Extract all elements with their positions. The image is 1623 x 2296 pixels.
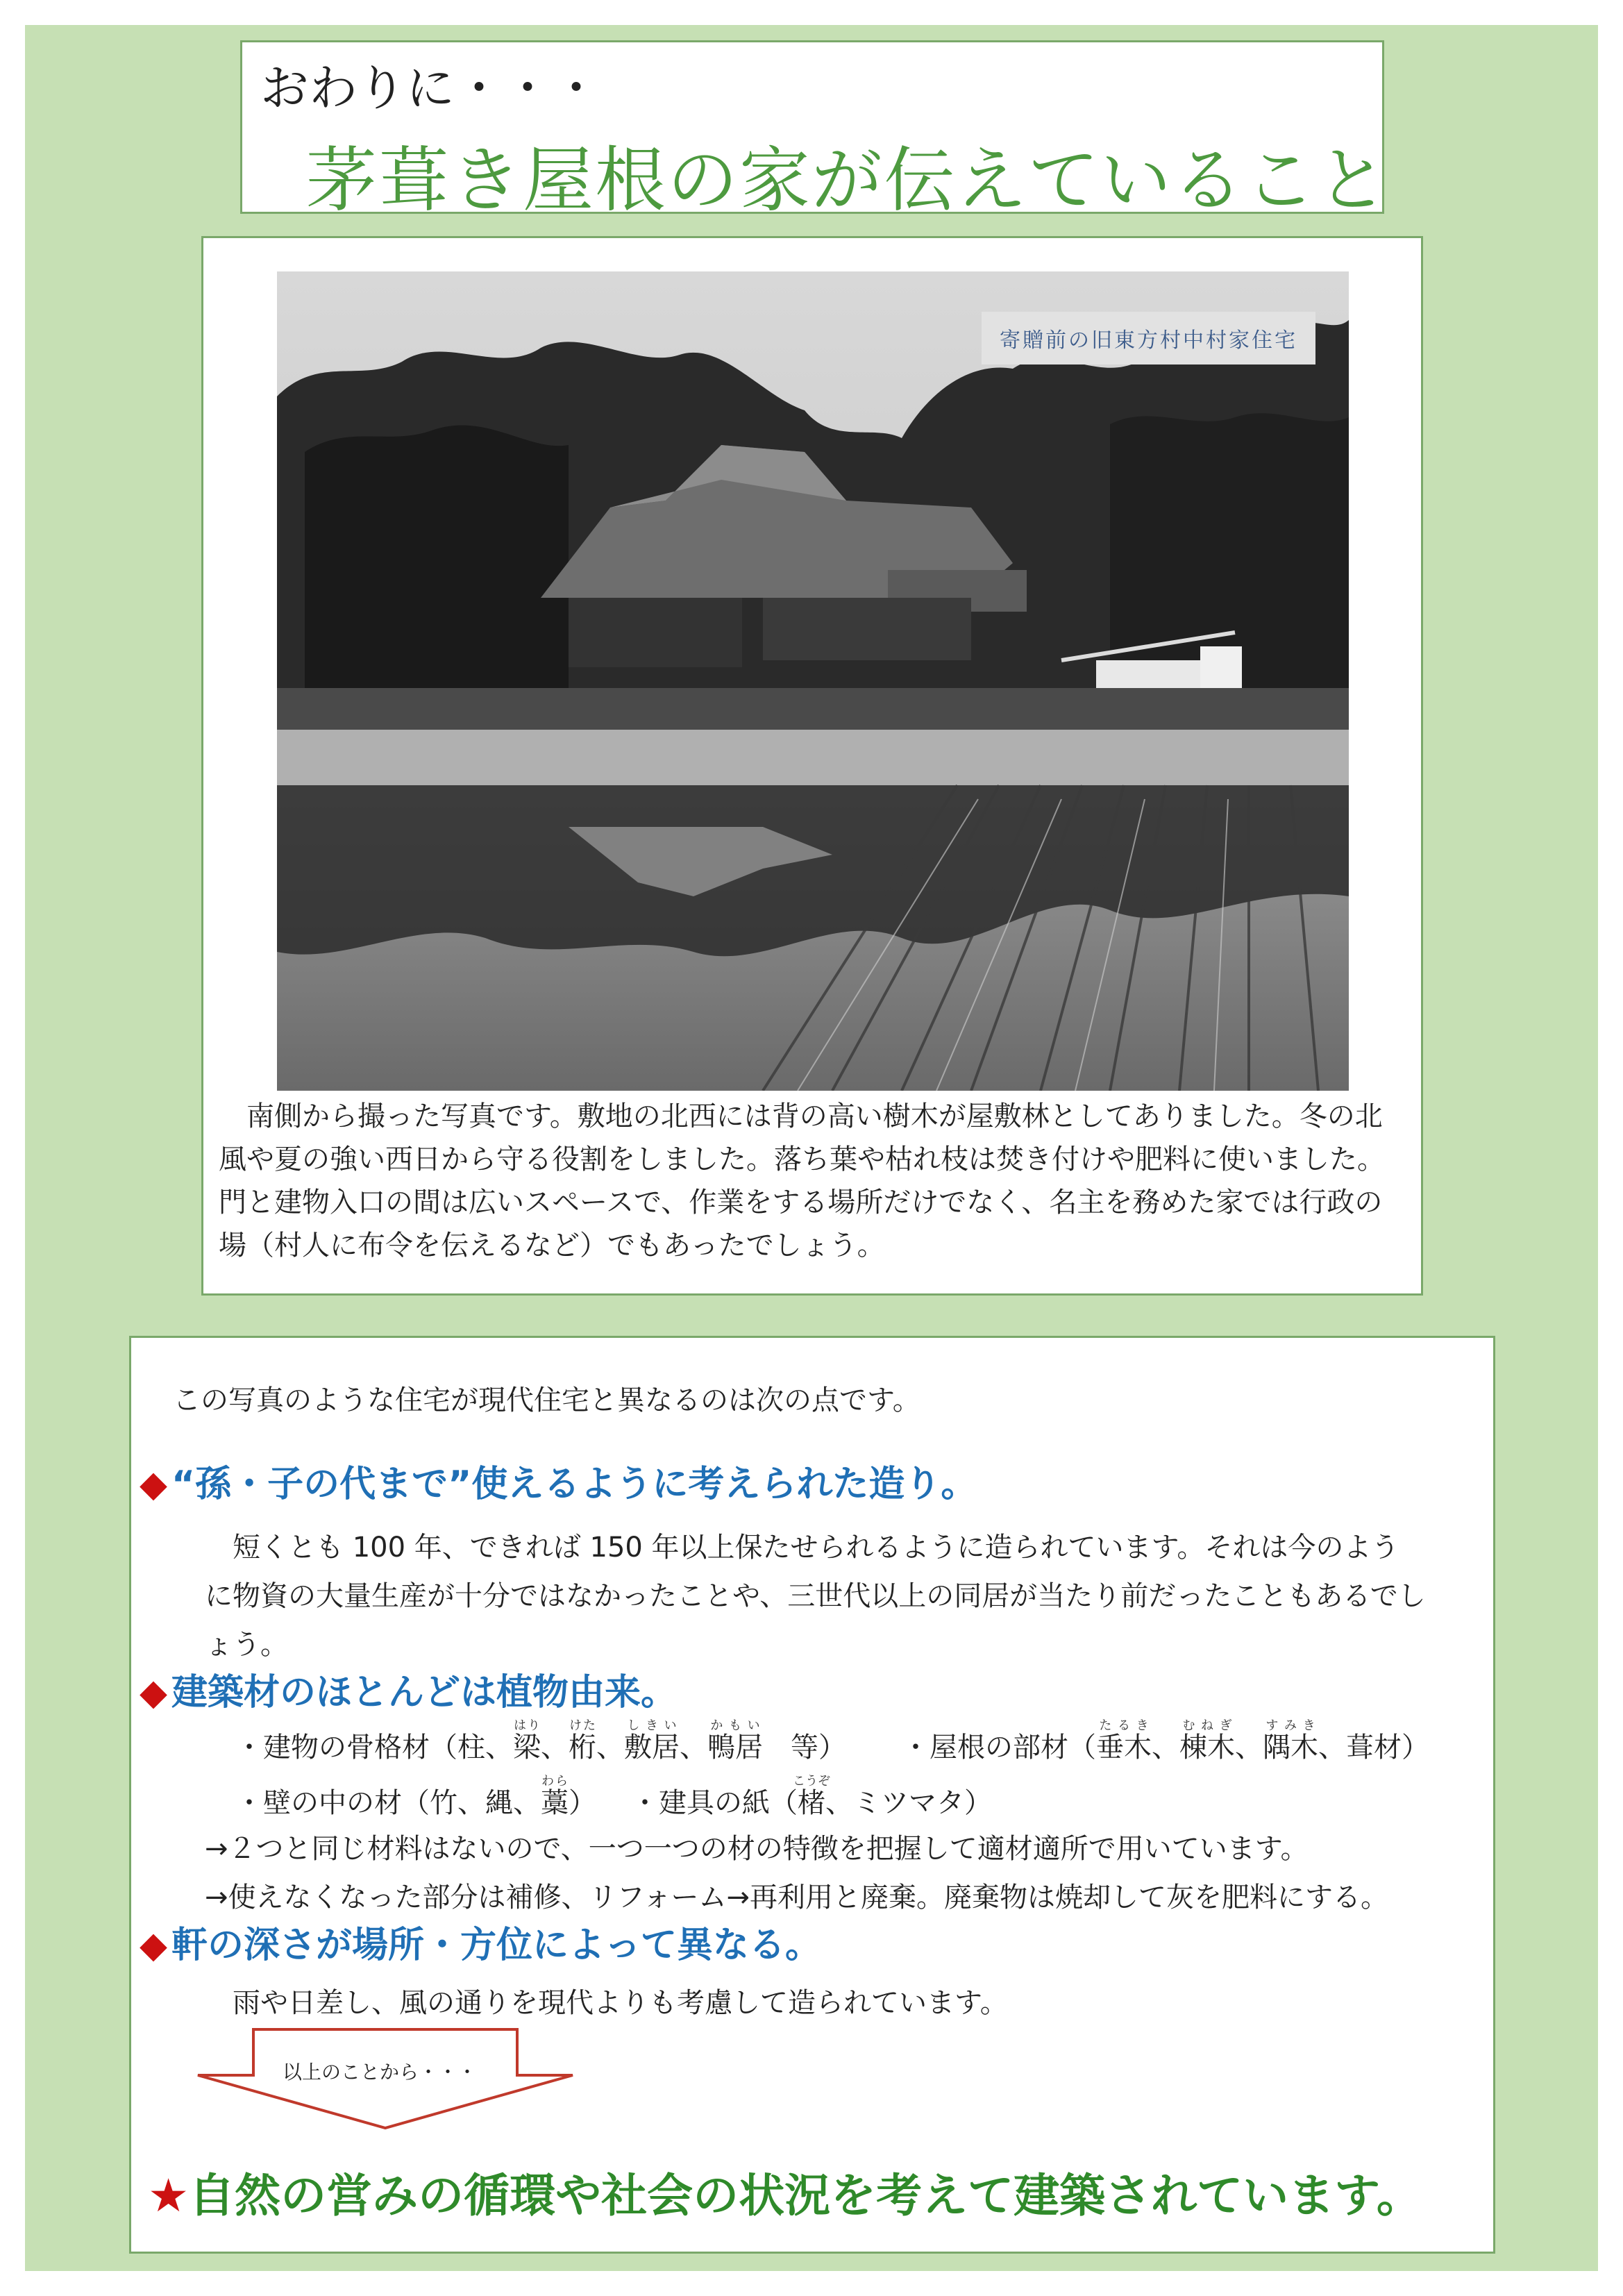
conclusion-text: 自然の営みの循環や社会の状況を考えて建築されています。 <box>189 2169 1422 2222</box>
section2-arrow2: →使えなくなった部分は補修、リフォーム→再利用と廃棄。廃棄物は焼却して灰を肥料にする。 <box>205 1882 1389 1913</box>
ruby-hari: 梁はり <box>513 1718 541 1763</box>
ruby-keta: 桁けた <box>569 1718 596 1763</box>
diamond-icon: ◆ <box>140 1925 167 1966</box>
page-title: 茅葺き屋根の家が伝えていること <box>306 140 1389 222</box>
ruby-taruki: 垂木たるき <box>1096 1718 1152 1763</box>
conclusion <box>148 2159 1422 2224</box>
section2-heading-text: 建築材のほとんどは植物由来。 <box>171 1672 678 1713</box>
section3-heading-text: 軒の深さが場所・方位によって異なる。 <box>171 1925 822 1966</box>
diamond-icon: ◆ <box>140 1464 167 1505</box>
section3-line1: 雨や日差し、風の通りを現代よりも考慮して造られています。 <box>233 1987 1008 2019</box>
material-item-wall: ・壁の中の材（竹、縄、藁わら） <box>235 1774 596 1819</box>
arrow-label: 以上のことから・・・ <box>283 2061 478 2084</box>
intro-text: この写真のような住宅が現代住宅と異なるのは次の点です。 <box>173 1384 920 1416</box>
ruby-kamoi: 鴨居かもい <box>707 1718 763 1763</box>
item-text: ・屋根の部材（ <box>902 1732 1096 1763</box>
photo-illustration <box>277 271 1349 1091</box>
section1-heading-text: “孫・子の代まで”使えるように考えられた造り。 <box>171 1464 977 1505</box>
section3-heading <box>140 1916 821 1968</box>
material-item-paper: ・建具の紙（楮こうぞ、ミツマタ） <box>631 1774 992 1819</box>
section1-heading <box>140 1455 977 1507</box>
section1-line1: 短くとも 100 年、できれば 150 年以上保たせられるように造られています。それは今のよう <box>233 1532 1399 1564</box>
star-icon: ★ <box>148 2169 190 2222</box>
main-panel <box>129 1336 1495 2254</box>
farmhouse-photo <box>277 271 1349 1091</box>
diamond-icon: ◆ <box>140 1672 167 1713</box>
ruby-wara: 藁わら <box>541 1774 569 1819</box>
section2-heading <box>140 1663 677 1715</box>
item-text: ・建物の骨格材（柱、 <box>235 1732 513 1763</box>
section1-line2: に物資の大量生産が十分ではなかったことや、三世代以上の同居が当たり前だったこともあるでし <box>205 1580 1426 1612</box>
ruby-munagi: 棟木むねぎ <box>1179 1718 1235 1763</box>
item-text: ・建具の紙（ <box>631 1787 798 1819</box>
photo-description: 南側から撮った写真です。敷地の北西には背の高い樹木が屋敷林としてありました。冬の北風や夏の強い西日から守る役割をしました。落ち葉や枯れ枝は焚き付けや肥料に使いました。門と建物入口の間は広いスペースで、作業をする場所だけでなく、名主を務めた家では行政の場（村人に布令を伝えるなど）でもあったでしょう。 <box>219 1100 1385 1262</box>
ruby-shikii: 敷居しきい <box>624 1718 680 1763</box>
section1-line3: ょう。 <box>205 1629 288 1661</box>
title-small: おわりに・・・ <box>260 60 600 117</box>
title-box <box>240 40 1389 222</box>
photo-caption: 寄贈前の旧東方村中村家住宅 <box>982 312 1315 364</box>
photo-panel <box>201 236 1423 1296</box>
item-text: ・壁の中の材（竹、縄、 <box>235 1787 541 1819</box>
section2-arrow1: →２つと同じ材料はないので、一つ一つの材の特徴を把握して適材適所で用いています。 <box>205 1833 1309 1865</box>
material-item-structure: ・建物の骨格材（柱、梁はり、桁けた、敷居しきい、鴨居かもい 等） <box>235 1718 846 1763</box>
material-item-roof: ・屋根の部材（垂木たるき、棟木むねぎ、隅木すみき、葺材） <box>902 1718 1429 1763</box>
ruby-sumiki: 隅木すみき <box>1263 1718 1318 1763</box>
ruby-kozo: 楮こうぞ <box>793 1774 830 1819</box>
